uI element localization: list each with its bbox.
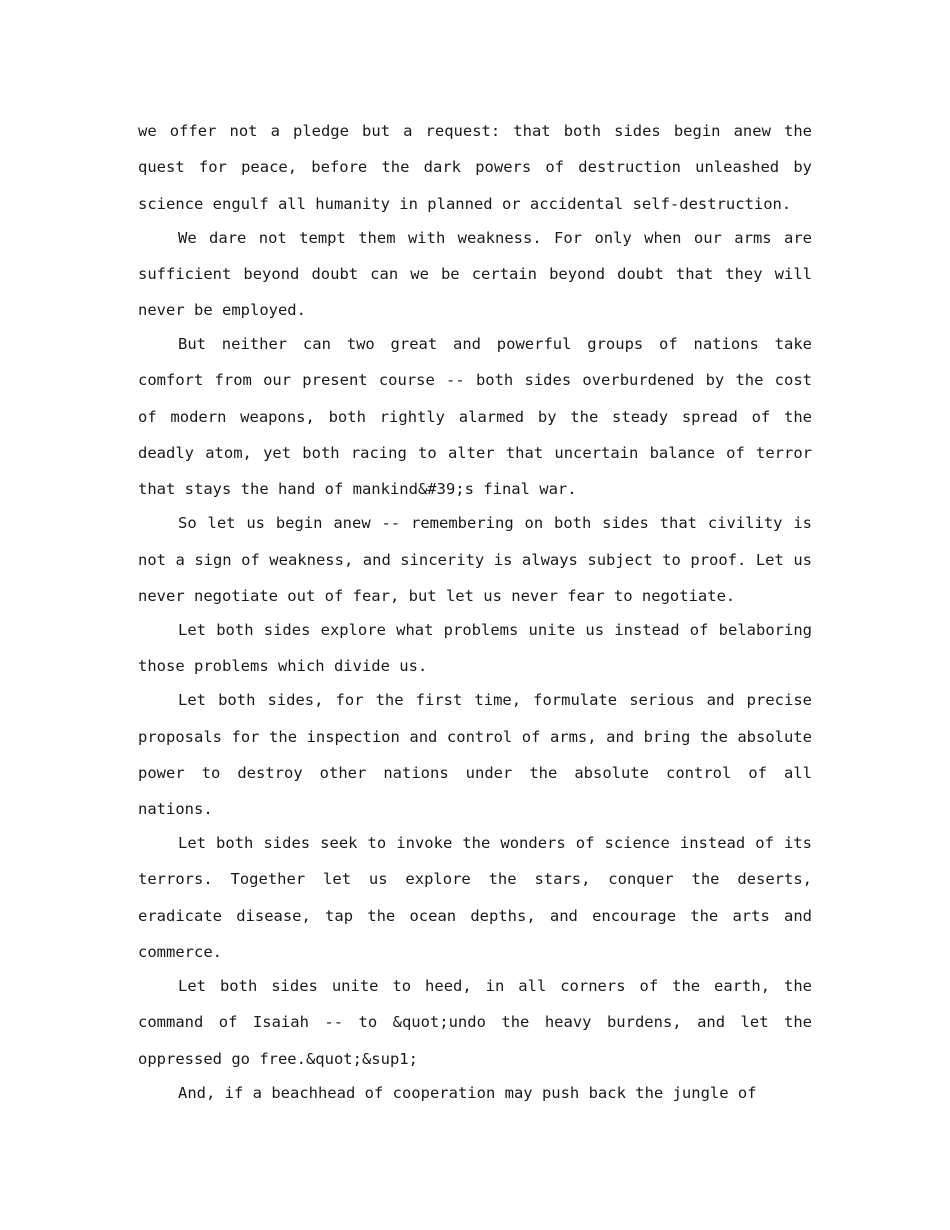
paragraph-weakness: We dare not tempt them with weakness. For only when our arms are sufficient beyond doubt can we be certain beyond doubt that they will never be employed.	[138, 228, 812, 320]
paragraph-beachhead: And, if a beachhead of cooperation may push back the jungle of	[178, 1083, 757, 1102]
paragraph-arms-control: Let both sides, for the first time, formulate serious and precise proposals for the inspection and control of arms, and bring the absolute power to destroy other nations under the absolute control of all nations.	[138, 691, 812, 819]
document-body	[138, 113, 812, 1111]
paragraph-begin-anew: So let us begin anew -- remembering on both sides that civility is not a sign of weakness, and sincerity is always subject to proof. Let us never negotiate out of fear, but let us never fear to negotiate.	[138, 514, 812, 605]
paragraph-explore-problems: Let both sides explore what problems unite us instead of belaboring those problems which divide us.	[138, 620, 812, 676]
paragraph-isaiah: Let both sides unite to heed, in all corners of the earth, the command of Isaiah -- to &quot;undo the heavy burdens, and let the oppressed go free.&quot;&sup1;	[138, 977, 812, 1068]
paragraph-present-course: But neither can two great and powerful groups of nations take comfort from our present course -- both sides overburdened by the cost of modern weapons, both rightly alarmed by the steady spread of the deadly atom, yet both racing to alter that uncertain balance of terror that stays the hand of mankind&#39;s final war.	[138, 335, 812, 499]
paragraph-peace-request: we offer not a pledge but a request: that both sides begin anew the quest for peace, before the dark powers of destruction unleashed by science engulf all humanity in planned or accidental self-destruction.	[138, 122, 812, 213]
paragraph-wonders-of-science: Let both sides seek to invoke the wonders of science instead of its terrors. Together let us explore the stars, conquer the deserts, eradicate disease, tap the ocean depths, and encourage the arts and commerce.	[138, 834, 812, 962]
